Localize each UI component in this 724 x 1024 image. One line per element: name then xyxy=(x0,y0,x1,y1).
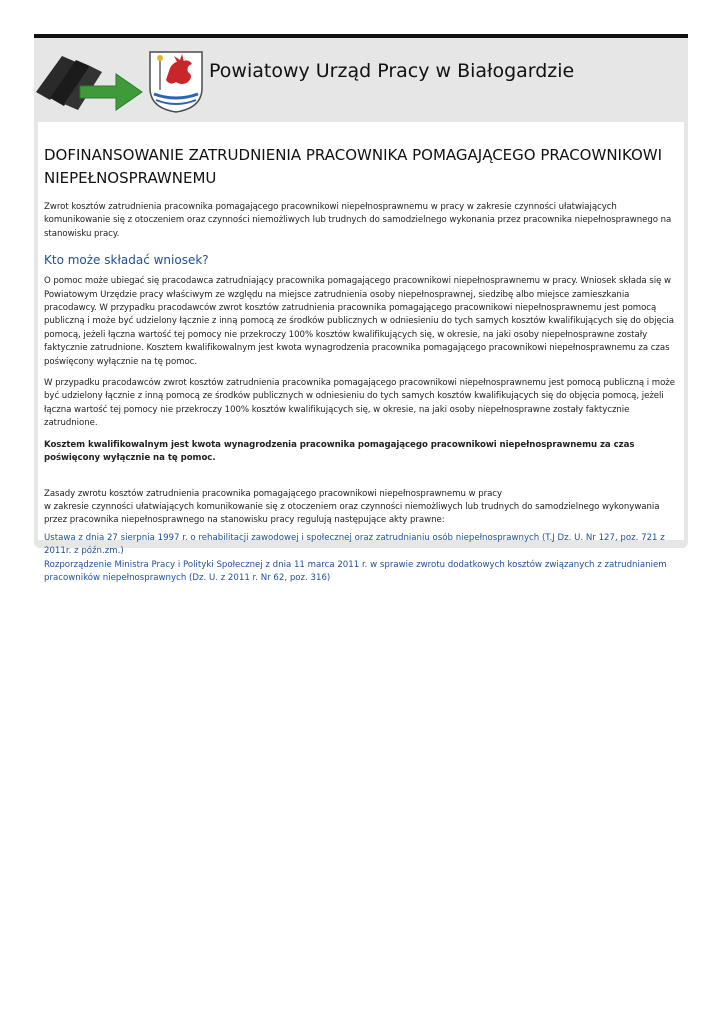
site-header xyxy=(34,38,688,118)
page-frame xyxy=(34,34,688,583)
spacer xyxy=(44,474,678,488)
regulations-intro xyxy=(44,488,678,528)
act-link-1997[interactable]: Ustawa z dnia 27 sierpnia 1997 r. o rehabilitacji zawodowej i społecznej oraz zatrudnianiu osób niepełnosprawnych (T.J Dz. U. Nr 127, poz. 721 z 2011r. z późn.zm.) xyxy=(44,532,665,557)
pup-arrows-logo-icon[interactable] xyxy=(36,48,144,114)
intro-paragraph: Zwrot kosztów zatrudnienia pracownika pomagającego pracownikowi niepełnosprawnemu w pracy w zakresie czynności ułatwiających komunikowanie się z otoczeniem oraz czynności niemożliwych lub trudnych do samodzielnego wykonania przez pracownika niepełnosprawnego na stanowisku pracy. xyxy=(44,202,672,239)
article-title: DOFINANSOWANIE ZATRUDNIENIA PRACOWNIKA POMAGAJĄCEGO PRACOWNIKOWI NIEPEŁNOSPRAWNEMU xyxy=(44,146,663,187)
eligible-cost-paragraph: Kosztem kwalifikowalnym jest kwota wynagrodzenia pracownika pomagającego pracownikowi niepełnosprawnemu za czas poświęcony wyłącznie na tę pomoc. xyxy=(44,439,635,464)
regulation-link-2011[interactable]: Rozporządzenie Ministra Pracy i Polityki Społecznej z dnia 11 marca 2011 r. w sprawie zwrotu dodatkowych kosztów związanych z zatrudnianiem pracowników niepełnosprawnych (Dz. U. z 2011 r. Nr 62, poz. 316) xyxy=(44,559,667,583)
regulations-line-1: Zasady zwrotu kosztów zatrudnienia pracownika pomagającego pracownikowi niepełnosprawnemu w pracy xyxy=(44,488,503,499)
site-title: Powiatowy Urząd Pracy w Białogardzie xyxy=(209,60,575,82)
article-content xyxy=(38,122,684,583)
eligibility-paragraph: O pomoc może ubiegać się pracodawca zatrudniający pracownika pomagającego pracownikowi niepełnosprawnemu w pracy. Wniosek składa się w Powiatowym Urzędzie pracy właściwym ze względu na miejsce zatrudnienia osoby niepełnosprawnej, siedzibę albo miejsce zamieszkania pracodawcy. W przypadku pracodawców zwrot kosztów zatrudnienia pracownika pomagającego pracownikowi niepełnosprawnemu jest pomocą publiczną i może być udzielony łącznie z inną pomocą ze środków publicznych w odniesieniu do tych samych kosztów kwalifikujących się do objęcia pomocą, jeżeli łączna wartość tej pomocy nie przekroczy 100% kosztów kwalifikujących się, w okresie, na jaki osoby niepełnosprawne zostały faktycznie zatrudnione. Kosztem kwalifikowalnym jest kwota wynagrodzenia pracownika pomagającego pracownikowi niepełnosprawnemu za czas poświęcony wyłącznie na tę pomoc. xyxy=(44,276,674,367)
griffin-coat-of-arms-icon xyxy=(148,50,204,114)
regulations-line-2: w zakresie czynności ułatwiających komunikowanie się z otoczeniem oraz czynności niemożliwych lub trudnych do samodzielnego wykonywania przez pracownika niepełnosprawnego na stanowisku pracy regulują następujące akty prawne: xyxy=(44,501,660,526)
public-aid-paragraph: W przypadku pracodawców zwrot kosztów zatrudnienia pracownika pomagającego pracownikowi niepełnosprawnemu jest pomocą publiczną i może być udzielony łącznie z inną pomocą ze środków publicznych w odniesieniu do tych samych kosztów kwalifikujących się do objęcia pomocą, jeżeli łączna wartość tej pomocy nie przekroczy 100% kosztów kwalifikujących się, w okresie, na jaki osoby niepełnosprawne zostały faktycznie zatrudnione. xyxy=(44,378,676,429)
section-heading: Kto może składać wniosek? xyxy=(44,253,209,268)
